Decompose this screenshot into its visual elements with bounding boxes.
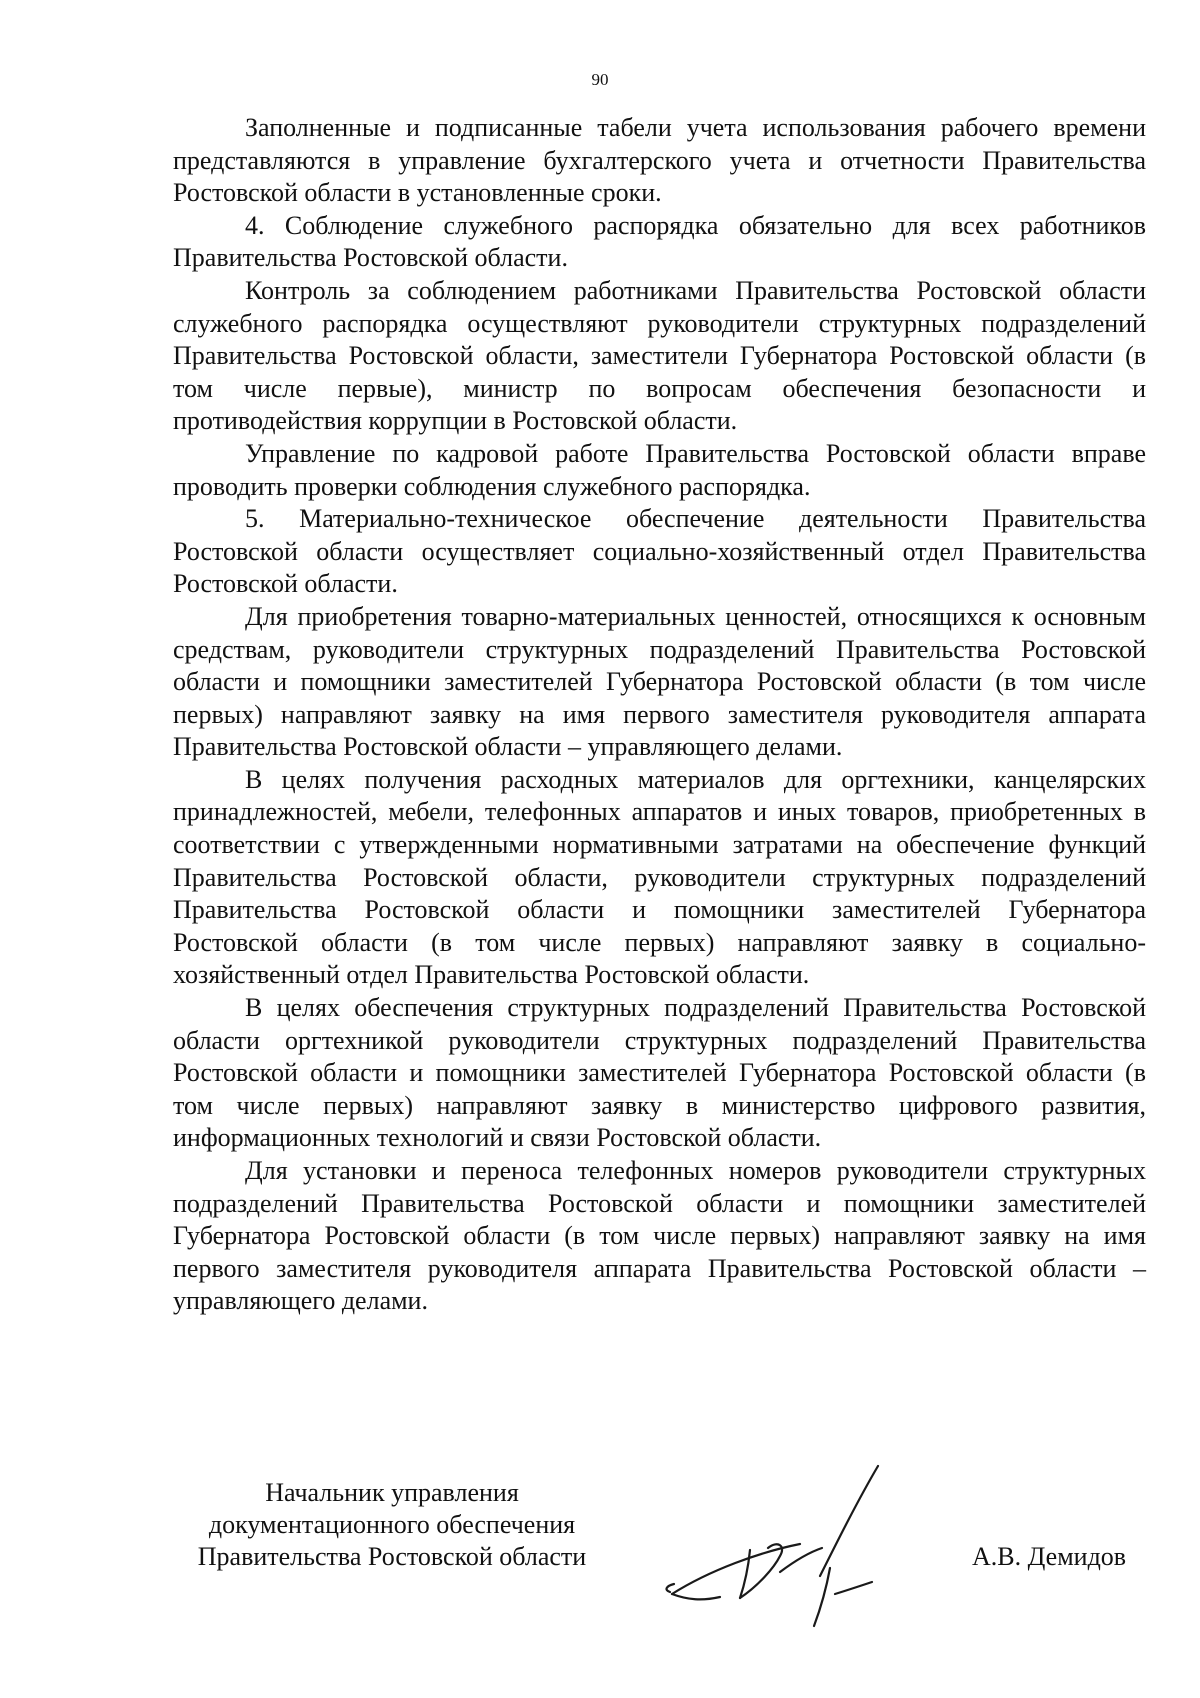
paragraph-fixed-assets: Для приобретения товарно-материальных ценностей, относящихся к основным средствам, руководители структурных подразделений Правительства Ростовской области и помощники заместителей Губернатора Ростовской области (в том числе первых) направляют заявку на имя первого заместителя руководителя аппарата Правительства Ростовской области – управляющего делами. (173, 601, 1146, 762)
handwritten-signature (640, 1460, 940, 1630)
paragraph-phone-numbers: Для установки и переноса телефонных номеров руководители структурных подразделений Правительства Ростовской области и помощники заместителей Губернатора Ростовской области (в том числе первых) направляют заявку на имя первого заместителя руководителя аппарата Правительства Ростовской области – управляющего делами. (173, 1156, 1146, 1316)
paragraph-control: Контроль за соблюдением работниками Правительства Ростовской области служебного распорядка осуществляют руководители структурных подразделений Правительства Ростовской области, заместители Губернатора Ростовской области (в том числе первые), министр по вопросам обеспечения безопасности и противодействия коррупции в Ростовской области. (173, 275, 1146, 436)
paragraph-item-5: 5. Материально-техническое обеспечение деятельности Правительства Ростовской области осуществляет социально-хозяйственный отдел Правительства Ростовской области. (173, 504, 1146, 599)
document-body (173, 112, 1146, 1318)
paragraph-timesheets: Заполненные и подписанные табели учета использования рабочего времени представляются в управление бухгалтерского учета и отчетности Правительства Ростовской области в установленные сроки. (173, 113, 1146, 208)
signatory-title-line: Начальник управления (265, 1478, 519, 1507)
paragraph-consumables: В целях получения расходных материалов для оргтехники, канцелярских принадлежностей, мебели, телефонных аппаратов и иных товаров, приобретенных в соответствии с утвержденными нормативными затратами на обеспечение функций Правительства Ростовской области, руководители структурных подразделений Правительства Ростовской области и помощники заместителей Губернатора Ростовской области (в том числе первых) направляют заявку в социально-хозяйственный отдел Правительства Ростовской области. (173, 764, 1146, 990)
signatory-title-line: документационного обеспечения (208, 1510, 576, 1539)
paragraph-hr-checks: Управление по кадровой работе Правительства Ростовской области вправе проводить проверки соблюдения служебного распорядка. (173, 438, 1146, 501)
signatory-name: А.В. Демидов (972, 1542, 1127, 1571)
signatory-title (172, 1477, 612, 1573)
paragraph-item-4: 4. Соблюдение служебного распорядка обязательно для всех работников Правительства Ростовской области. (173, 210, 1146, 273)
paragraph-office-equipment: В целях обеспечения структурных подразделений Правительства Ростовской области оргтехникой руководители структурных подразделений Правительства Ростовской области и помощники заместителей Губернатора Ростовской области (в том числе первых) направляют заявку в министерство цифрового развития, информационных технологий и связи Ростовской области. (173, 993, 1146, 1153)
page-number: 90 (591, 70, 609, 89)
signatory-title-line: Правительства Ростовской области (197, 1542, 587, 1571)
